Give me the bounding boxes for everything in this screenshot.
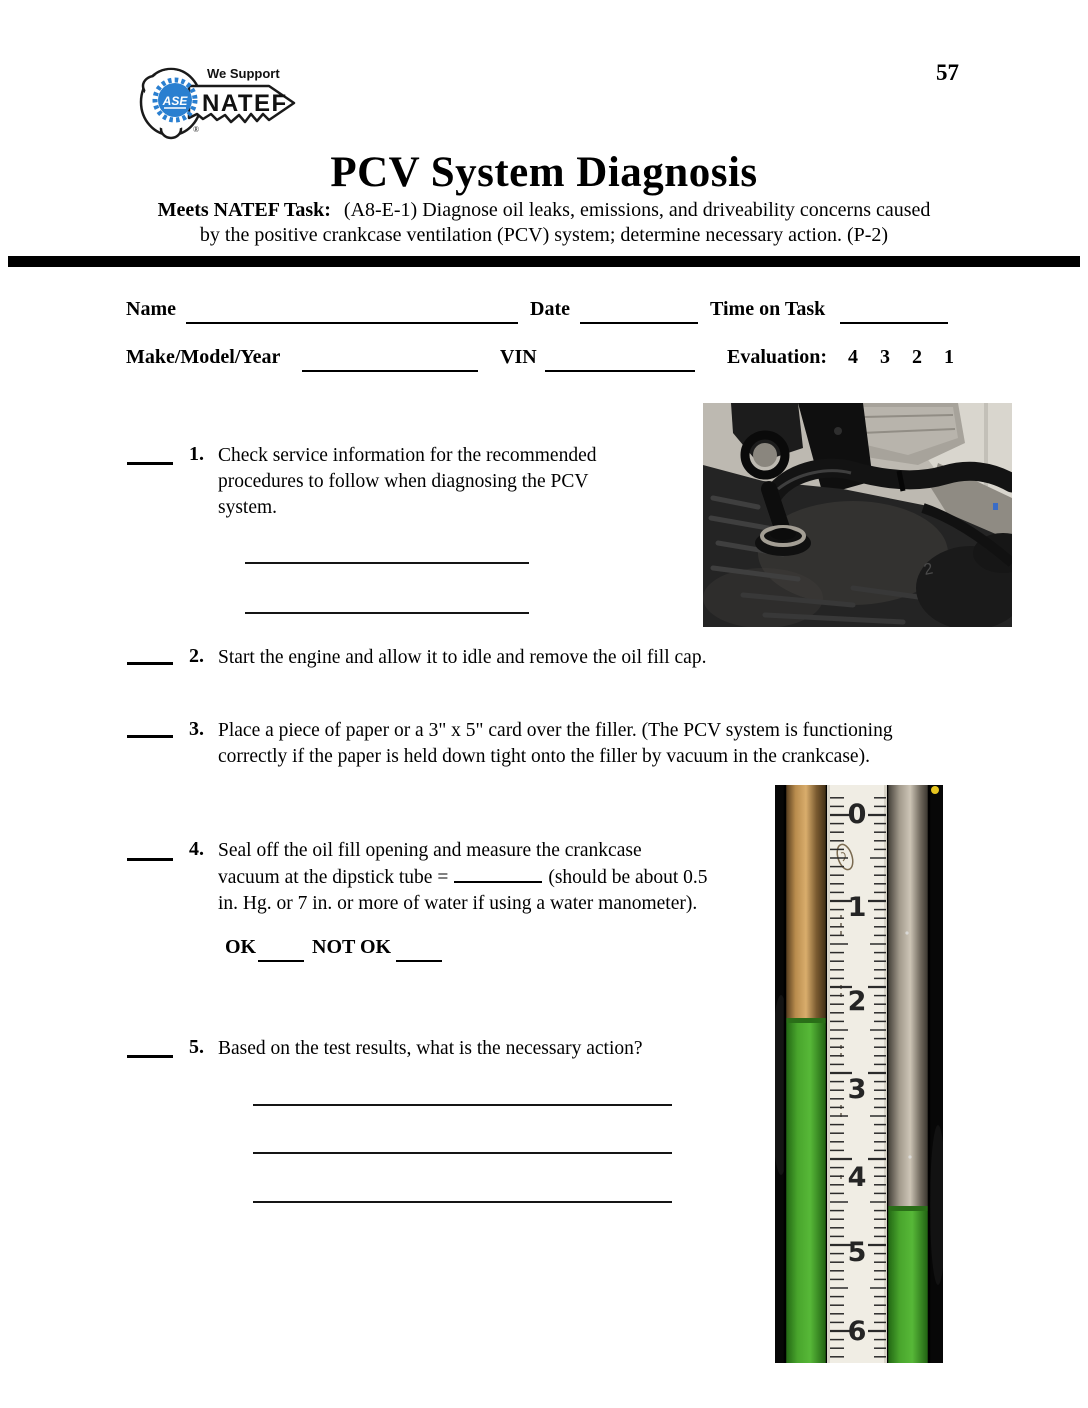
crankcase-vacuum-field-line[interactable] xyxy=(454,864,542,883)
step-4-text xyxy=(218,838,818,917)
natef-logo xyxy=(131,56,301,146)
task-text-line1: (A8-E-1) Diagnose oil leaks, emissions, and driveability concerns caused xyxy=(343,199,931,221)
date-label: Date xyxy=(530,298,570,320)
name-field-line[interactable] xyxy=(186,302,518,324)
header-divider xyxy=(8,256,1080,267)
manometer-scale-2: 2 xyxy=(847,986,867,1017)
evaluation-label: Evaluation: xyxy=(727,346,828,368)
ase-gear-icon: ASE xyxy=(162,94,188,108)
not-ok-label: NOT OK xyxy=(312,936,392,958)
page-title: PCV System Diagnosis xyxy=(330,149,758,196)
natef-key-icon xyxy=(131,56,301,146)
name-label: Name xyxy=(126,298,176,320)
make-model-year-field-line[interactable] xyxy=(302,350,478,372)
step-3-text: Place a piece of paper or a 3" x 5" card over the filler. (The PCV system is functioning correctly if the paper is held down tight onto the filler by vacuum in the crankcase). xyxy=(218,720,893,767)
time-on-task-label: Time on Task xyxy=(710,298,826,320)
step-1-number: 1. xyxy=(189,443,204,465)
logo-we-support-text: We Support xyxy=(207,66,280,81)
manometer-photo xyxy=(775,785,943,1363)
step-4-number: 4. xyxy=(189,838,204,860)
natef-task-statement xyxy=(0,198,1088,248)
manometer-scale-1: 1 xyxy=(847,892,867,923)
step-2-check-blank[interactable] xyxy=(127,662,173,665)
step-1-answer-line-1[interactable] xyxy=(245,562,529,564)
manometer-scale-3: 3 xyxy=(847,1074,867,1105)
manometer-scale-4: 4 xyxy=(847,1162,867,1193)
manometer-scale-5: 5 xyxy=(847,1237,867,1268)
vin-label: VIN xyxy=(500,346,537,368)
not-ok-field-line[interactable] xyxy=(396,940,442,962)
step-5-answer-line-1[interactable] xyxy=(253,1104,672,1106)
evaluation-score-3[interactable]: 3 xyxy=(880,346,890,368)
make-model-year-label: Make/Model/Year xyxy=(126,346,281,368)
step-4-line-2-after: (should be about 0.5 xyxy=(548,867,708,888)
step-1-check-blank[interactable] xyxy=(127,462,173,465)
manometer-scale-6: 6 xyxy=(847,1316,867,1347)
step-4-line-2-before: vacuum at the dipstick tube = xyxy=(218,867,449,888)
right-fluid-column xyxy=(887,1208,929,1363)
step-3-number: 3. xyxy=(189,718,204,740)
date-field-line[interactable] xyxy=(580,302,698,324)
step-4-check-blank[interactable] xyxy=(127,858,173,861)
manometer-scale-0: 0 xyxy=(847,799,867,830)
step-4-line-1: Seal off the oil fill opening and measure the crankcase xyxy=(218,840,642,861)
step-5-answer-line-3[interactable] xyxy=(253,1201,672,1203)
svg-text:2: 2 xyxy=(922,560,935,579)
step-5-number: 5. xyxy=(189,1036,204,1058)
step-5-text: Based on the test results, what is the necessary action? xyxy=(218,1038,643,1059)
left-fluid-column xyxy=(785,1020,827,1363)
engine-photo xyxy=(703,403,1012,627)
step-2-text: Start the engine and allow it to idle and remove the oil fill cap. xyxy=(218,647,707,668)
svg-text:®: ® xyxy=(193,125,200,134)
evaluation-score-4[interactable]: 4 xyxy=(848,346,858,368)
task-text-line2: by the positive crankcase ventilation (PCV) system; determine necessary action. (P-2) xyxy=(199,224,889,246)
step-1-text: Check service information for the recommended procedures to follow when diagnosing the PCV system. xyxy=(218,445,597,518)
step-5-check-blank[interactable] xyxy=(127,1055,173,1058)
step-4-line-3: in. Hg. or 7 in. or more of water if using a water manometer). xyxy=(218,893,698,914)
task-label: Meets NATEF Task: xyxy=(157,199,331,221)
page-number: 57 xyxy=(936,60,959,85)
step-5-answer-line-2[interactable] xyxy=(253,1152,672,1154)
step-3-check-blank[interactable] xyxy=(127,735,173,738)
ok-field-line[interactable] xyxy=(258,940,304,962)
step-2-number: 2. xyxy=(189,645,204,667)
logo-natef-text: NATEF xyxy=(202,90,288,117)
step-1-answer-line-2[interactable] xyxy=(245,612,529,614)
evaluation-score-1[interactable]: 1 xyxy=(944,346,954,368)
pcv-valve-photo-illustration xyxy=(703,403,1012,627)
ok-label: OK xyxy=(225,936,257,958)
time-on-task-field-line[interactable] xyxy=(840,302,948,324)
evaluation-score-2[interactable]: 2 xyxy=(912,346,922,368)
evaluation-scores xyxy=(848,346,954,369)
vin-field-line[interactable] xyxy=(545,350,695,372)
